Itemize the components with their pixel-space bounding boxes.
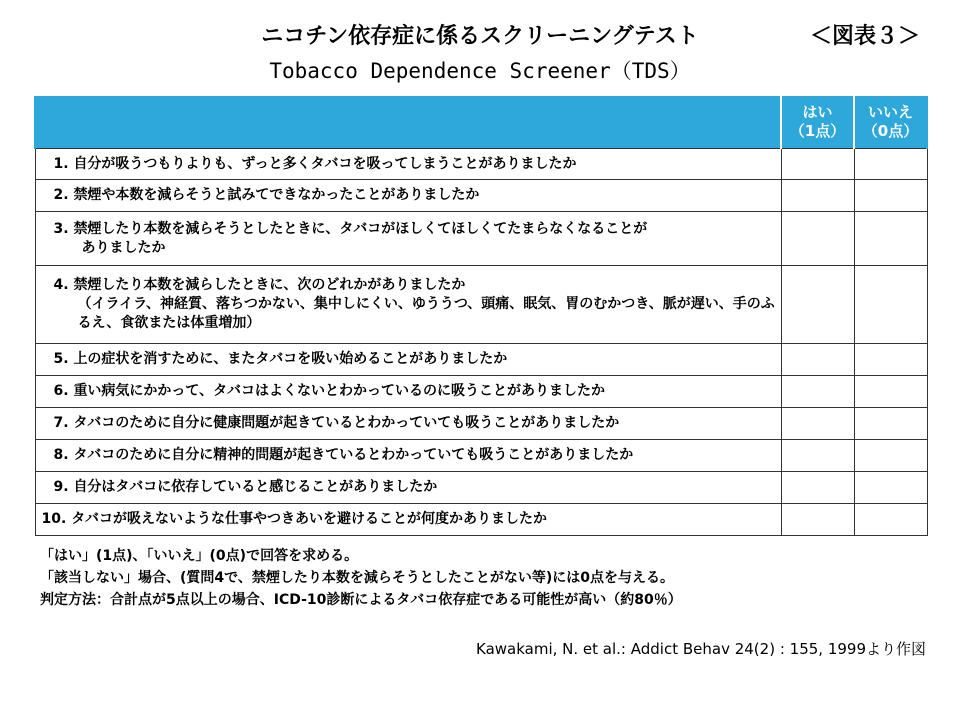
question-text: 自分が吸うつもりよりも、ずっと多くタバコを吸ってしまうことがありましたか	[73, 155, 577, 172]
table-row	[35, 212, 927, 266]
question-text: タバコが吸えないような仕事やつきあいを避けることが何度かありましたか	[71, 511, 548, 527]
table-row	[35, 504, 927, 536]
figure-label: ＜図表３＞	[809, 24, 920, 49]
no-answer-cell[interactable]	[854, 266, 927, 344]
question-number: 6.	[53, 383, 69, 399]
question-cell	[35, 180, 781, 212]
yes-answer-cell[interactable]	[781, 266, 854, 344]
yes-answer-cell[interactable]	[781, 376, 854, 408]
question-number: 1.	[53, 155, 69, 172]
table-row	[35, 344, 927, 376]
question-text-continued: （イライラ、神経質、落ちつかない、集中しにくい、ゆううつ、頭痛、眠気、胃のむかつき、脈が遅い、手のふるえ、食欲または体重増加）	[77, 296, 775, 331]
question-cell	[35, 504, 781, 536]
table-row	[35, 180, 927, 212]
table-row	[35, 440, 927, 472]
question-text: 重い病気にかかって、タバコはよくないとわかっているのに吸うことがありましたか	[73, 383, 606, 399]
note-line: 「はい」(1点)、「いいえ」(0点)で回答を求める。	[40, 548, 359, 564]
table-row	[35, 408, 927, 440]
question-text: タバコのために自分に精神的問題が起きているとわかっていても吸うことがありましたか	[73, 447, 634, 463]
question-text-continued: ありましたか	[81, 239, 166, 256]
question-text: 禁煙や本数を減らそうと試みてできなかったことがありましたか	[73, 187, 480, 203]
page-title: ニコチン依存症に係るスクリーニングテスト	[261, 24, 699, 49]
yes-answer-cell[interactable]	[781, 149, 854, 180]
table-row	[35, 472, 927, 504]
header-question-cell	[35, 96, 781, 149]
question-text: 上の症状を消すために、またタバコを吸い始めることがありましたか	[73, 351, 508, 367]
header-yes	[781, 96, 854, 149]
table-row	[35, 149, 927, 180]
yes-answer-cell[interactable]	[781, 344, 854, 376]
question-text: タバコのために自分に健康問題が起きているとわかっていても吸うことがありましたか	[73, 415, 620, 431]
notes	[40, 545, 682, 611]
question-number: 7.	[53, 415, 69, 431]
header-no	[854, 96, 927, 149]
page-subtitle: Tobacco Dependence Screener（TDS）	[269, 59, 691, 83]
question-number: 5.	[53, 351, 69, 367]
question-number: 10.	[41, 511, 67, 527]
question-text: 自分はタバコに依存していると感じることがありましたか	[73, 479, 438, 495]
no-answer-cell[interactable]	[854, 472, 927, 504]
question-text: 禁煙したり本数を減らそうとしたときに、タバコがほしくてほしくてたまらなくなることが	[73, 220, 648, 237]
question-cell	[35, 408, 781, 440]
no-answer-cell[interactable]	[854, 408, 927, 440]
question-number: 4.	[53, 277, 69, 293]
question-cell	[35, 212, 781, 266]
question-number: 9.	[53, 479, 69, 495]
table-header-row	[35, 96, 927, 149]
yes-answer-cell[interactable]	[781, 440, 854, 472]
screening-table	[34, 96, 928, 536]
question-cell	[35, 149, 781, 180]
yes-answer-cell[interactable]	[781, 212, 854, 266]
header-no-label: いいえ	[867, 103, 913, 121]
question-number: 3.	[53, 220, 69, 237]
no-answer-cell[interactable]	[854, 440, 927, 472]
yes-answer-cell[interactable]	[781, 408, 854, 440]
header-yes-points: （1点）	[789, 122, 846, 140]
header-yes-label: はい	[802, 103, 833, 121]
header-no-points: （0点）	[862, 122, 919, 140]
yes-answer-cell[interactable]	[781, 472, 854, 504]
no-answer-cell[interactable]	[854, 504, 927, 536]
question-cell	[35, 266, 781, 344]
note-line: 「該当しない」場合、(質問4で、禁煙したり本数を減らそうとしたことがない等)には0点を与える。	[40, 570, 674, 586]
no-answer-cell[interactable]	[854, 149, 927, 180]
no-answer-cell[interactable]	[854, 212, 927, 266]
question-cell	[35, 440, 781, 472]
yes-answer-cell[interactable]	[781, 180, 854, 212]
table-row	[35, 376, 927, 408]
question-text: 禁煙したり本数を減らしたときに、次のどれかがありましたか	[73, 277, 466, 293]
note-line: 判定方法：合計点が5点以上の場合、ICD-10診断によるタバコ依存症である可能性が高い（約80％）	[40, 592, 682, 608]
question-cell	[35, 344, 781, 376]
question-number: 8.	[53, 447, 69, 463]
question-number: 2.	[53, 187, 69, 203]
table-row	[35, 266, 927, 344]
no-answer-cell[interactable]	[854, 180, 927, 212]
yes-answer-cell[interactable]	[781, 504, 854, 536]
question-cell	[35, 376, 781, 408]
question-cell	[35, 472, 781, 504]
citation: Kawakami, N. et al.: Addict Behav 24(2) : 155, 1999より作図	[476, 640, 926, 658]
no-answer-cell[interactable]	[854, 376, 927, 408]
no-answer-cell[interactable]	[854, 344, 927, 376]
